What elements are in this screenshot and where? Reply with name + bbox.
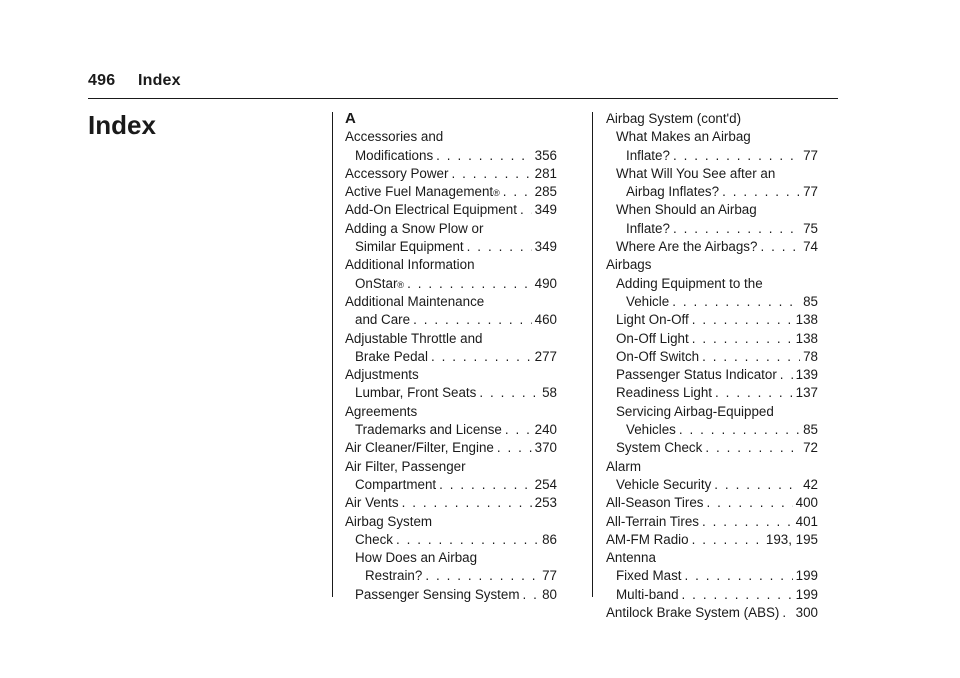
index-entry — [606, 165, 818, 183]
index-entry — [345, 128, 557, 146]
page-reference: 86 — [542, 531, 557, 547]
page-reference: 281 — [534, 165, 557, 181]
page-reference: 285 — [534, 184, 557, 200]
dot-leader — [673, 220, 800, 238]
index-entry — [345, 293, 557, 311]
index-entry-text: Airbag System — [345, 513, 433, 529]
page-reference: 401 — [795, 513, 818, 529]
index-entry-text: Adding a Snow Plow or — [345, 220, 484, 236]
index-entry — [606, 531, 818, 549]
index-entry — [345, 348, 557, 366]
dot-leader — [396, 531, 539, 549]
index-entry-text: Modifications — [355, 147, 434, 163]
index-entry-text: Passenger Sensing System — [355, 586, 520, 602]
dot-leader — [702, 513, 793, 531]
dot-leader — [702, 348, 800, 366]
dot-leader — [722, 183, 800, 201]
page-reference: 199 — [795, 586, 818, 602]
index-letter-heading: A — [345, 110, 356, 127]
page-reference: 193, 195 — [765, 531, 818, 547]
dot-leader — [439, 476, 532, 494]
index-entry — [345, 567, 557, 585]
page-reference: 85 — [803, 293, 818, 309]
index-entry — [345, 439, 557, 457]
index-entry-text: Add-On Electrical Equipment — [345, 202, 517, 218]
index-entry — [345, 256, 557, 274]
dot-leader — [497, 439, 532, 457]
index-entry — [345, 165, 557, 183]
page-reference: 78 — [803, 348, 818, 364]
index-entry — [606, 330, 818, 348]
index-entry — [606, 311, 818, 329]
index-entry — [606, 366, 818, 384]
column-divider-left — [332, 112, 333, 597]
index-entry-text: Adjustments — [345, 367, 419, 383]
index-entry-text: Antenna — [606, 550, 656, 566]
index-entry — [606, 604, 818, 622]
column-divider-right — [592, 112, 593, 597]
index-entry-text: Where Are the Airbags? — [616, 239, 758, 255]
index-entry — [606, 403, 818, 421]
index-entry — [345, 531, 557, 549]
dot-leader — [431, 348, 532, 366]
section-title: Index — [88, 110, 156, 140]
page-reference: 490 — [534, 275, 557, 291]
dot-leader — [684, 567, 792, 585]
dot-leader — [520, 201, 532, 219]
index-entry — [606, 201, 818, 219]
index-entry — [606, 384, 818, 402]
dot-leader — [692, 311, 793, 329]
index-entry-text: On-Off Switch — [616, 348, 700, 364]
page-reference: 277 — [534, 348, 557, 364]
index-entry — [606, 293, 818, 311]
index-entry-text: Additional Information — [345, 257, 475, 273]
dot-leader — [413, 311, 532, 329]
index-entry — [345, 220, 557, 238]
dot-leader — [523, 586, 540, 604]
index-entry: OnStar ® . . . 490 — [345, 275, 557, 293]
index-entry-text: Servicing Airbag-Equipped — [616, 403, 774, 419]
dot-leader — [467, 238, 532, 256]
page-reference: 58 — [542, 385, 557, 401]
page-header — [88, 72, 181, 90]
dot-leader — [451, 165, 531, 183]
index-entry-text: All-Terrain Tires — [606, 513, 700, 529]
index-entry-text: Readiness Light — [616, 385, 713, 401]
index-entry — [606, 220, 818, 238]
dot-leader — [425, 567, 539, 585]
index-entry-text: Agreements — [345, 403, 418, 419]
page-number: 496 — [88, 72, 116, 89]
index-entry-text: Air Vents — [345, 495, 399, 511]
index-entry-text: Check — [355, 531, 393, 547]
index-entry — [606, 238, 818, 256]
index-entry-text: Fixed Mast — [616, 568, 682, 584]
page-reference: 138 — [795, 330, 818, 346]
index-entry — [606, 183, 818, 201]
page-reference: 42 — [803, 476, 818, 492]
index-entry — [345, 476, 557, 494]
index-entry-text: Accessory Power — [345, 165, 449, 181]
index-entry-text: Air Filter, Passenger — [345, 458, 466, 474]
index-entry-text: Light On-Off — [616, 312, 689, 328]
page-reference: 300 — [795, 605, 818, 621]
index-entry-text: Compartment — [355, 476, 437, 492]
page-reference: 77 — [803, 147, 818, 163]
page-reference: 370 — [534, 440, 557, 456]
page-reference: 349 — [534, 239, 557, 255]
header-rule — [88, 98, 838, 99]
index-entry — [606, 147, 818, 165]
index-entry-text: Active Fuel Management — [345, 184, 494, 200]
index-entry — [345, 238, 557, 256]
page-reference: 137 — [795, 385, 818, 401]
index-entry-text: Trademarks and License — [355, 422, 502, 438]
index-entry-text: When Should an Airbag — [616, 202, 757, 218]
page-reference: 349 — [534, 202, 557, 218]
page-reference: 74 — [803, 239, 818, 255]
index-entry-text: Adjustable Throttle and — [345, 330, 483, 346]
dot-leader — [505, 421, 532, 439]
index-entry-text: Brake Pedal — [355, 348, 428, 364]
index-entry — [345, 311, 557, 329]
index-entry — [606, 128, 818, 146]
index-entry — [606, 439, 818, 457]
index-entry-text: Adding Equipment to the — [616, 275, 763, 291]
index-entry — [345, 330, 557, 348]
index-entry-text: All-Season Tires — [606, 495, 704, 511]
dot-leader — [503, 183, 532, 201]
index-entry-text: How Does an Airbag — [355, 550, 478, 566]
dot-leader — [715, 384, 793, 402]
index-entry — [606, 110, 818, 128]
dot-leader — [402, 494, 532, 512]
index-entry-text: Inflate? — [626, 220, 670, 236]
index-entry-text: and Care — [355, 312, 411, 328]
dot-leader — [760, 238, 800, 256]
index-entry-text: OnStar — [355, 275, 398, 291]
page-reference: 75 — [803, 220, 818, 236]
index-entry — [606, 549, 818, 567]
index-entry-text: System Check — [616, 440, 703, 456]
index-entry-text: Vehicle Security — [616, 476, 712, 492]
index-entry — [345, 201, 557, 219]
index-entry-text: Lumbar, Front Seats — [355, 385, 477, 401]
dot-leader — [714, 476, 800, 494]
index-entry — [345, 513, 557, 531]
dot-leader — [692, 531, 763, 549]
dot-leader — [682, 586, 793, 604]
dot-leader — [705, 439, 800, 457]
index-entry-text: What Will You See after an — [616, 165, 776, 181]
index-entry — [345, 458, 557, 476]
page-reference: 460 — [534, 312, 557, 328]
dot-leader — [479, 384, 539, 402]
index-entry-text: Airbags — [606, 257, 652, 273]
index-entry — [606, 275, 818, 293]
index-entry — [345, 384, 557, 402]
index-entry-text: Vehicle — [626, 293, 670, 309]
index-entry — [606, 494, 818, 512]
index-entry-text: Inflate? — [626, 147, 670, 163]
index-entry-text: Multi-band — [616, 586, 679, 602]
dot-leader — [679, 421, 800, 439]
index-entry — [606, 586, 818, 604]
dot-leader — [692, 330, 793, 348]
dot-leader — [407, 275, 532, 293]
index-entry-text: Restrain? — [365, 568, 423, 584]
index-entry — [345, 366, 557, 384]
index-entry-text: Antilock Brake System (ABS) — [606, 605, 780, 621]
index-entry — [345, 421, 557, 439]
header-title: Index — [137, 72, 181, 89]
dot-leader — [782, 604, 792, 622]
index-entry-text: Alarm — [606, 458, 641, 474]
index-entry-text: Accessories and — [345, 129, 444, 145]
index-entry-text: On-Off Light — [616, 330, 689, 346]
index-entry — [345, 403, 557, 421]
index-entry — [606, 421, 818, 439]
index-entry — [606, 567, 818, 585]
index-entry — [345, 549, 557, 567]
page-reference: 139 — [795, 367, 818, 383]
page-reference: 85 — [803, 422, 818, 438]
index-entry — [606, 458, 818, 476]
index-entry: Active Fuel Management ® . . . 285 — [345, 183, 557, 201]
page-reference: 77 — [803, 184, 818, 200]
dot-leader — [436, 147, 532, 165]
index-entry-text: Similar Equipment — [355, 239, 464, 255]
index-entry — [606, 476, 818, 494]
page-reference: 138 — [795, 312, 818, 328]
page-reference: 356 — [534, 147, 557, 163]
index-entry — [606, 348, 818, 366]
page-reference: 72 — [803, 440, 818, 456]
index-column-2 — [606, 110, 818, 622]
index-entry-text: Air Cleaner/Filter, Engine — [345, 440, 494, 456]
page-reference: 253 — [534, 495, 557, 511]
index-entry — [606, 513, 818, 531]
dot-leader — [672, 293, 800, 311]
dot-leader — [780, 366, 793, 384]
index-entry-text: What Makes an Airbag — [616, 129, 751, 145]
index-entry — [345, 494, 557, 512]
index-entry — [606, 256, 818, 274]
page-reference: 80 — [542, 586, 557, 602]
index-entry-text: Vehicles — [626, 422, 676, 438]
dot-leader — [707, 494, 793, 512]
page-reference: 77 — [542, 568, 557, 584]
index-entry-text: Airbag System (cont'd) — [606, 111, 742, 126]
index-column-1 — [345, 110, 557, 604]
index-entry-text: Additional Maintenance — [345, 293, 485, 309]
index-entry-text: Airbag Inflates? — [626, 184, 720, 200]
page-reference: 400 — [795, 495, 818, 511]
index-entry — [345, 586, 557, 604]
index-entry — [345, 147, 557, 165]
page-reference: 199 — [795, 568, 818, 584]
index-entry-text: Passenger Status Indicator — [616, 367, 777, 383]
dot-leader — [673, 147, 800, 165]
page-reference: 254 — [534, 476, 557, 492]
index-entry-text: AM-FM Radio — [606, 531, 689, 547]
page-reference: 240 — [534, 422, 557, 438]
